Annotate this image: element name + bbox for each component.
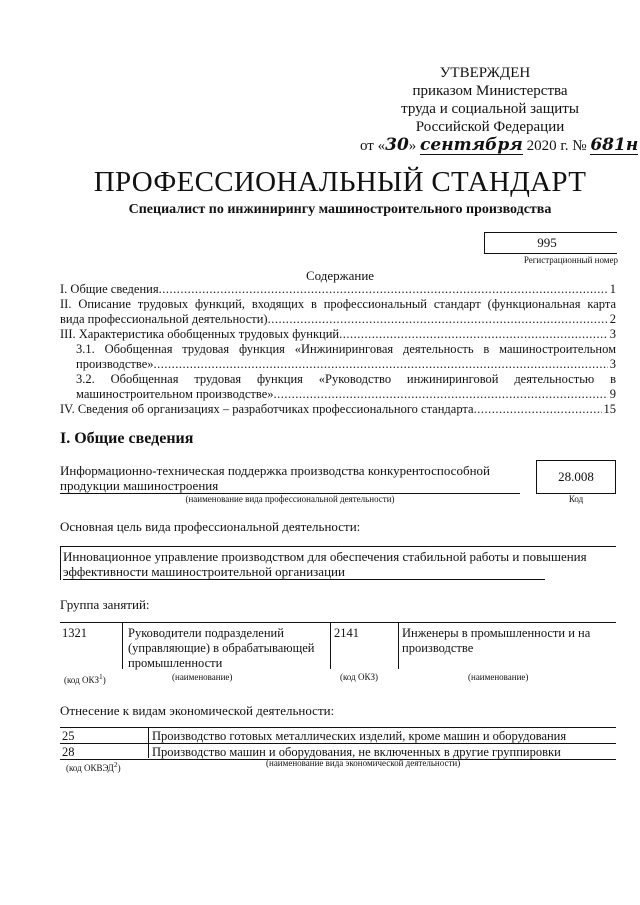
toc-item[interactable] <box>60 372 616 402</box>
toc-item[interactable] <box>60 282 616 297</box>
approval-line: труда и социальной защиты <box>401 101 579 117</box>
okz-code-caption: (код ОКЗ$^1$) <box>64 672 106 685</box>
approval-date <box>330 135 639 155</box>
activity-code: 28.008 <box>558 469 594 484</box>
goal-label: Основная цель вида профессиональной деятельности: <box>60 519 361 534</box>
toc-item-text: I. Общие сведения <box>60 282 159 296</box>
document-subtitle: Специалист по инжинирингу машиностроительного производства <box>128 202 552 217</box>
toc-item-text: IV. Сведения об организациях – разработчиках профессионального стандарта <box>60 402 474 416</box>
goal-text: Инновационное управление производством для обеспечения стабильной работы и повышения <box>63 549 587 564</box>
toc-item-text: II. Описание трудовых функций, входящих в профессиональный стандарт (функциональная карта <box>60 297 616 311</box>
registration-label: Регистрационный номер <box>523 255 618 265</box>
approval-title: УТВЕРЖДЕН <box>439 65 531 81</box>
toc-item-page: 3 <box>609 327 616 341</box>
approval-line: Российской Федерации <box>415 119 565 135</box>
toc-item-page: 3 <box>609 357 616 371</box>
okved-name-caption: (наименование вида экономической деятельности) <box>266 758 461 768</box>
order-number: 681н <box>590 135 639 155</box>
registration-number-box <box>484 232 617 254</box>
section-heading: I. Общие сведения <box>60 430 194 447</box>
occupation-name-caption: (наименование) <box>172 672 233 682</box>
toc-item-text: производстве» <box>76 357 154 371</box>
date-prefix: от « <box>360 138 386 154</box>
toc-item[interactable] <box>60 327 616 342</box>
okved-code-caption: (код ОКВЭД$^2$) <box>66 760 121 773</box>
toc-item-page: 1 <box>609 282 616 296</box>
date-month: сентября <box>420 135 523 155</box>
activity-code-box <box>536 460 616 494</box>
occupation-name: Инженеры в промышленности и на производстве <box>402 626 591 655</box>
goal-text: эффективности машиностроительной организации <box>63 564 545 580</box>
date-quote: » <box>408 138 417 154</box>
okved-name: Производство готовых металлических изделий, кроме машин и оборудования <box>152 729 567 743</box>
approval-block <box>330 64 639 155</box>
table-of-contents <box>60 282 616 417</box>
toc-item-text: 3.2. Обобщенная трудовая функция «Руководство инжиниринговой деятельностью в <box>76 372 616 386</box>
toc-item-page: 9 <box>609 387 616 401</box>
toc-item[interactable] <box>60 342 616 372</box>
date-year: 2020 г. № <box>526 138 587 154</box>
activity-kind: Информационно-техническая поддержка производства конкурентоспособной продукции машиностроения <box>60 463 520 494</box>
document-title: ПРОФЕССИОНАЛЬНЫЙ СТАНДАРТ <box>93 166 587 198</box>
occupation-table <box>60 622 616 671</box>
toc-item[interactable] <box>60 402 616 417</box>
toc-item-text: вида профессиональной деятельности) <box>60 312 268 326</box>
toc-item-page: 15 <box>603 402 616 416</box>
activity-kind-caption: (наименование вида профессиональной деятельности) <box>185 494 395 504</box>
date-day: 30 <box>385 135 409 155</box>
table-row <box>60 727 616 743</box>
approval-line: приказом Министерства <box>412 83 568 99</box>
registration-number: 995 <box>537 235 557 250</box>
econ-table <box>60 727 616 760</box>
okz-code-caption: (код ОКЗ) <box>340 672 378 682</box>
econ-label: Отнесение к видам экономической деятельности: <box>60 703 335 718</box>
group-label: Группа занятий: <box>60 597 150 612</box>
occupation-code: 1321 <box>62 626 87 640</box>
table-row <box>60 743 616 759</box>
toc-item-text: 3.1. Обобщенная трудовая функция «Инжиниринговая деятельность в машиностроительном <box>76 342 616 356</box>
code-caption: Код <box>568 494 584 504</box>
occupation-name: Руководители подразделений (управляющие) в обрабатывающей промышленности <box>128 626 315 670</box>
toc-item[interactable] <box>60 297 616 327</box>
goal-box <box>60 546 616 580</box>
toc-item-text: III. Характеристика обобщенных трудовых функций <box>60 327 340 341</box>
okved-code: 28 <box>62 745 75 759</box>
occupation-name-caption: (наименование) <box>468 672 529 682</box>
okved-name: Производство машин и оборудования, не включенных в другие группировки <box>152 745 561 759</box>
toc-item-text: машиностроительном производстве» <box>76 387 274 401</box>
okved-code: 25 <box>62 729 75 743</box>
toc-heading: Содержание <box>305 268 375 283</box>
toc-item-page: 2 <box>609 312 616 326</box>
occupation-code: 2141 <box>334 626 359 640</box>
